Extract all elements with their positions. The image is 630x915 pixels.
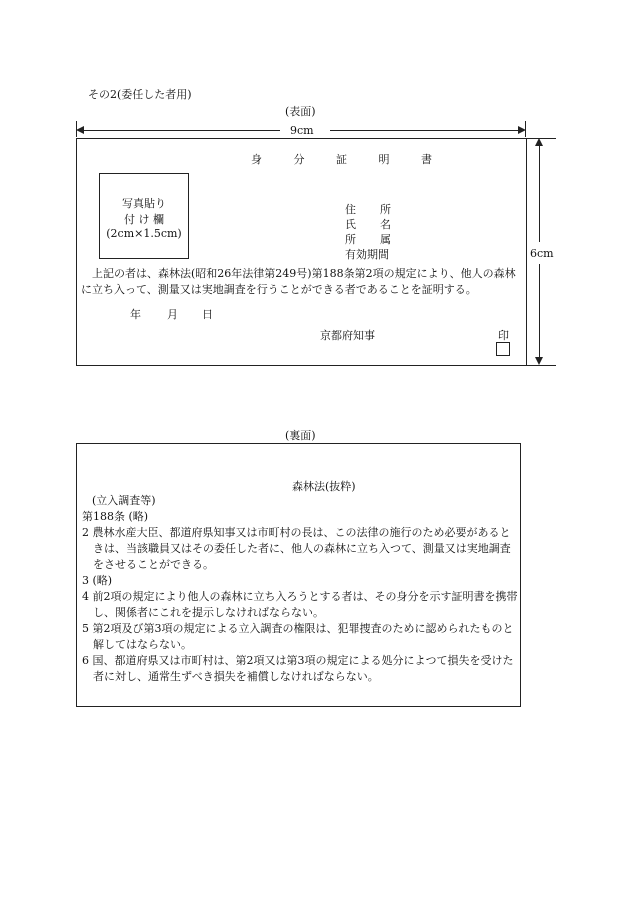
law-item: 4 前2項の規定により他人の森林に立ち入ろうとする者は、その身分を示す証明書を携帯し、関係者にこれを提示しなければならない。 xyxy=(82,590,518,619)
height-line-top xyxy=(539,146,540,242)
date-day: 日 xyxy=(202,308,213,321)
width-line-right xyxy=(330,130,518,131)
law-item: 2 農林水産大臣、都道府県知事又は市町村の長は、この法律の施行のため必要があるときは、当該職員又はその委任した者に、他人の森林に立ち入つて、測量又は実地調査をさせることができる。 xyxy=(82,526,511,571)
photo-box xyxy=(99,173,189,259)
law-title: 森林法(抜粋) xyxy=(292,480,356,493)
height-label: 6cm xyxy=(530,247,554,260)
front-label: (表面) xyxy=(285,105,316,118)
id-card-back xyxy=(76,443,521,707)
law-item: 3 (略) xyxy=(82,574,113,587)
section-heading: (立入調査等) xyxy=(92,494,156,507)
field-address: 住 所 xyxy=(345,203,391,216)
seal-label: 印 xyxy=(498,329,509,342)
certification-text: 上記の者は、森林法(昭和26年法律第249号)第188条第2項の規定により、他人の森林に立ち入って、測量又は実地調査を行うことができる者であることを証明する。 xyxy=(81,267,516,296)
law-text xyxy=(82,493,518,685)
article-heading: 第188条 (略) xyxy=(82,510,149,523)
photo-label-3: (2cm×1.5cm) xyxy=(106,227,182,240)
date-month: 月 xyxy=(167,308,178,321)
arrow-down-icon xyxy=(535,357,543,365)
date-year: 年 xyxy=(130,308,141,321)
issuer: 京都府知事 xyxy=(320,329,375,342)
law-item: 6 国、都道府県又は市町村は、第2項又は第3項の規定による処分によつて損失を受けた者に対し、通常生ずべき損失を補償しなければならない。 xyxy=(82,654,514,683)
photo-label-2: 付 け 欄 xyxy=(124,213,164,226)
law-item: 5 第2項及び第3項の規定による立入調査の権限は、犯罪捜査のために認められたものと解してはならない。 xyxy=(82,622,514,651)
photo-label-1: 写真貼り xyxy=(122,197,166,210)
arrow-up-icon xyxy=(535,138,543,146)
field-validity: 有効期間 xyxy=(345,248,389,261)
width-line-left xyxy=(84,130,280,131)
width-label: 9cm xyxy=(290,124,314,137)
field-affiliation: 所 属 xyxy=(345,233,391,246)
back-label: (裏面) xyxy=(285,429,316,442)
card-title: 身 分 証 明 書 xyxy=(251,153,446,166)
field-name: 氏 名 xyxy=(345,218,391,231)
id-card-front xyxy=(76,138,527,366)
holder-fields xyxy=(345,201,405,265)
arrow-right-icon xyxy=(518,126,526,134)
seal-box xyxy=(496,342,510,356)
form-label: その2(委任した者用) xyxy=(88,88,192,101)
height-tick-bottom xyxy=(526,365,556,366)
arrow-left-icon xyxy=(76,126,84,134)
height-line-bottom xyxy=(539,264,540,358)
